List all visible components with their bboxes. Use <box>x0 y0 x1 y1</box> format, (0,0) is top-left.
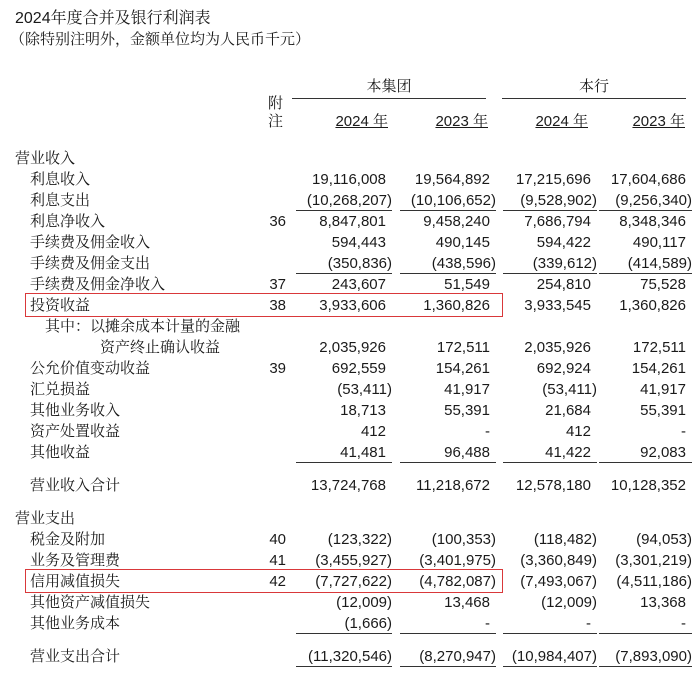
value-number: (10,984,407) <box>511 648 597 665</box>
value-cell <box>296 232 392 252</box>
value-cell <box>503 421 597 441</box>
value-number: (414,589) <box>627 255 692 272</box>
row-label: 营业收入 <box>15 150 76 167</box>
value-cell <box>599 529 692 549</box>
value-cell <box>599 169 692 189</box>
table-row <box>0 169 700 190</box>
group-header-bank: 本行 <box>502 75 686 99</box>
row-note: 41 <box>269 552 286 569</box>
table-row <box>0 316 700 337</box>
value-number: 51,549 <box>444 276 490 293</box>
table-row <box>0 232 700 253</box>
value-cell <box>400 592 496 612</box>
value-cell <box>400 358 496 378</box>
value-cell <box>599 232 692 252</box>
row-label: 营业支出合计 <box>30 648 121 665</box>
value-cell <box>296 400 392 420</box>
value-cell <box>503 529 597 549</box>
value-number: 41,481 <box>340 444 386 461</box>
value-number: (53,411) <box>542 381 597 398</box>
year-header-bank-2023: 2023 年 <box>632 113 685 130</box>
table-row <box>0 442 700 463</box>
value-number: 8,348,346 <box>619 213 686 230</box>
value-number: 17,604,686 <box>610 171 686 188</box>
value-cell <box>296 169 392 189</box>
value-cell <box>296 253 392 274</box>
value-cell <box>296 337 392 357</box>
table-row <box>0 592 700 613</box>
value-number: 9,458,240 <box>423 213 490 230</box>
value-number: 19,116,008 <box>312 171 386 188</box>
value-cell <box>296 190 392 211</box>
value-cell <box>599 379 692 399</box>
table-row <box>0 358 700 379</box>
value-number: 2,035,926 <box>524 339 591 356</box>
value-cell <box>296 379 392 399</box>
value-number: (11,320,546) <box>308 648 392 665</box>
value-cell <box>599 253 692 274</box>
row-label: 营业收入合计 <box>30 477 121 494</box>
group-header-consolidated: 本集团 <box>292 75 486 99</box>
value-number: (12,009) <box>336 594 392 611</box>
value-cell <box>400 421 496 441</box>
value-cell <box>599 295 692 315</box>
value-cell <box>400 550 496 570</box>
value-cell <box>400 400 496 420</box>
value-cell <box>503 232 597 252</box>
row-note: 36 <box>269 213 286 230</box>
value-number: (100,353) <box>431 531 496 548</box>
value-number: 412 <box>360 423 386 440</box>
value-number: 12,578,180 <box>515 477 591 494</box>
value-number: 692,559 <box>331 360 386 377</box>
value-number: (3,401,975) <box>419 552 496 569</box>
row-note: 38 <box>269 297 286 314</box>
value-cell <box>599 646 692 667</box>
table-row <box>0 190 700 211</box>
value-number: 154,261 <box>435 360 490 377</box>
value-number: - <box>485 615 490 632</box>
value-cell <box>503 358 597 378</box>
row-label: 投资收益 <box>30 297 91 314</box>
value-cell <box>296 592 392 612</box>
row-note: 39 <box>269 360 286 377</box>
row-label: 利息支出 <box>30 192 91 209</box>
value-number: 13,368 <box>640 594 686 611</box>
value-cell <box>296 442 392 463</box>
value-cell <box>599 613 692 634</box>
value-number: (4,782,087) <box>419 573 496 590</box>
value-cell <box>400 613 496 634</box>
value-number: 490,117 <box>632 234 686 251</box>
row-note: 40 <box>269 531 286 548</box>
value-number: (3,301,219) <box>615 552 692 569</box>
row-note: 42 <box>269 573 286 590</box>
highlight-box <box>25 569 503 593</box>
value-cell <box>503 442 597 463</box>
value-cell <box>599 211 692 231</box>
value-number: 7,686,794 <box>524 213 591 230</box>
value-number: (8,270,947) <box>419 648 496 665</box>
table-row <box>0 253 700 274</box>
value-number: 11,218,672 <box>416 477 490 494</box>
row-label: 其他资产减值损失 <box>30 594 151 611</box>
value-cell <box>400 529 496 549</box>
value-number: - <box>681 423 686 440</box>
value-number: (94,053) <box>636 531 692 548</box>
value-cell <box>503 190 597 211</box>
row-label: 手续费及佣金净收入 <box>30 276 166 293</box>
value-number: 41,917 <box>640 381 686 398</box>
value-cell <box>503 379 597 399</box>
value-number: (339,612) <box>532 255 597 272</box>
value-number: 18,713 <box>340 402 386 419</box>
value-number: 19,564,892 <box>414 171 490 188</box>
row-label: 税金及附加 <box>30 531 106 548</box>
table-row <box>0 337 700 358</box>
value-cell <box>599 421 692 441</box>
value-cell <box>503 169 597 189</box>
value-number: (9,528,902) <box>520 192 597 209</box>
row-label: 其他业务成本 <box>30 615 121 632</box>
value-number: (7,893,090) <box>615 648 692 665</box>
row-label: 手续费及佣金收入 <box>30 234 151 251</box>
highlight-box <box>25 293 503 317</box>
value-cell <box>400 379 496 399</box>
value-cell <box>599 550 692 570</box>
value-number: 172,511 <box>436 339 490 356</box>
value-number: 3,933,545 <box>524 297 591 314</box>
table-row <box>0 400 700 421</box>
value-number: 412 <box>565 423 591 440</box>
value-cell <box>599 442 692 463</box>
table-row <box>0 646 700 667</box>
table-row <box>0 550 700 571</box>
value-cell <box>503 550 597 570</box>
value-number: (1,666) <box>344 615 392 632</box>
table-row <box>0 613 700 634</box>
value-number: (123,322) <box>327 531 392 548</box>
value-number: (7,493,067) <box>520 573 597 590</box>
year-header-group-2024: 2024 年 <box>335 113 388 130</box>
document-title: 2024年度合并及银行利润表 <box>15 10 211 27</box>
value-cell <box>400 337 496 357</box>
value-number: 1,360,826 <box>423 297 490 314</box>
value-number: 13,724,768 <box>310 477 386 494</box>
value-cell <box>296 475 392 495</box>
value-cell <box>503 337 597 357</box>
value-cell <box>296 529 392 549</box>
value-number: 55,391 <box>640 402 686 419</box>
row-label: 汇兑损益 <box>30 381 91 398</box>
value-cell <box>599 190 692 211</box>
value-number: - <box>485 423 490 440</box>
value-cell <box>503 211 597 231</box>
row-label: 其他收益 <box>30 444 91 461</box>
row-label: 资产终止确认收益 <box>100 339 221 356</box>
value-number: (3,455,927) <box>315 552 392 569</box>
value-number: (10,106,652) <box>410 192 496 209</box>
value-cell <box>599 400 692 420</box>
value-number: 3,933,606 <box>319 297 386 314</box>
table-row <box>0 148 700 169</box>
value-number: 172,511 <box>632 339 686 356</box>
value-number: 10,128,352 <box>610 477 686 494</box>
value-number: (350,836) <box>327 255 392 272</box>
value-cell <box>503 592 597 612</box>
value-cell <box>503 613 597 634</box>
value-number: 154,261 <box>631 360 686 377</box>
row-label: 利息收入 <box>30 171 91 188</box>
value-cell <box>503 295 597 315</box>
value-cell <box>296 550 392 570</box>
value-cell <box>296 421 392 441</box>
value-number: 92,083 <box>640 444 686 461</box>
value-number: 41,422 <box>545 444 591 461</box>
table-row <box>0 421 700 442</box>
note-header-2: 注 <box>268 113 284 130</box>
value-number: 75,528 <box>640 276 686 293</box>
value-number: 17,215,696 <box>515 171 591 188</box>
value-cell <box>296 613 392 634</box>
document-subtitle: （除特别注明外，金额单位均为人民币千元） <box>10 31 311 48</box>
table-row <box>0 211 700 232</box>
value-number: (3,360,849) <box>520 552 597 569</box>
value-cell <box>503 646 597 667</box>
value-number: (438,596) <box>431 255 496 272</box>
value-cell <box>296 274 392 294</box>
value-number: 2,035,926 <box>319 339 386 356</box>
value-cell <box>599 592 692 612</box>
value-number: (118,482) <box>533 531 597 548</box>
row-label: 资产处置收益 <box>30 423 121 440</box>
value-number: (12,009) <box>541 594 597 611</box>
value-number: 243,607 <box>331 276 386 293</box>
table-row <box>0 529 700 550</box>
value-number: (7,727,622) <box>315 573 392 590</box>
value-cell <box>400 211 496 231</box>
row-label: 信用减值损失 <box>30 573 121 590</box>
value-cell <box>400 190 496 211</box>
value-number: 490,145 <box>435 234 490 251</box>
value-cell <box>400 646 496 667</box>
year-header-group-2023: 2023 年 <box>435 113 488 130</box>
value-number: 41,917 <box>444 381 490 398</box>
row-label: 手续费及佣金支出 <box>30 255 151 272</box>
value-cell <box>599 274 692 294</box>
row-label: 业务及管理费 <box>30 552 121 569</box>
row-label: 营业支出 <box>15 510 76 527</box>
value-number: 13,468 <box>444 594 490 611</box>
table-row <box>0 379 700 400</box>
note-header-1: 附 <box>268 95 284 112</box>
value-cell <box>296 211 392 231</box>
value-number: 8,847,801 <box>319 213 386 230</box>
value-number: 21,684 <box>545 402 591 419</box>
value-cell <box>296 646 392 667</box>
value-cell <box>400 253 496 274</box>
row-label: 其他业务收入 <box>30 402 121 419</box>
row-label: 公允价值变动收益 <box>30 360 151 377</box>
value-cell <box>296 358 392 378</box>
year-header-bank-2024: 2024 年 <box>535 113 588 130</box>
value-number: (4,511,186) <box>616 573 692 590</box>
table-row <box>0 508 700 529</box>
value-cell <box>400 274 496 294</box>
value-number: 96,488 <box>444 444 490 461</box>
value-number: 692,924 <box>536 360 591 377</box>
value-number: 594,443 <box>331 234 386 251</box>
value-cell <box>599 475 692 495</box>
value-cell <box>503 253 597 274</box>
row-label: 利息净收入 <box>30 213 106 230</box>
value-cell <box>599 358 692 378</box>
value-cell <box>400 169 496 189</box>
value-cell <box>400 232 496 252</box>
value-cell <box>503 400 597 420</box>
value-number: 254,810 <box>536 276 591 293</box>
table-row <box>0 274 700 295</box>
row-note: 37 <box>269 276 286 293</box>
value-number: 594,422 <box>536 234 591 251</box>
row-label: 其中：以摊余成本计量的金融 <box>45 318 241 335</box>
value-number: 1,360,826 <box>619 297 686 314</box>
value-cell <box>400 475 496 495</box>
value-number: (53,411) <box>337 381 392 398</box>
table-row <box>0 475 700 496</box>
value-cell <box>503 274 597 294</box>
value-number: (9,256,340) <box>615 192 692 209</box>
value-cell <box>503 475 597 495</box>
value-cell <box>599 571 692 591</box>
value-number: 55,391 <box>444 402 490 419</box>
value-cell <box>400 442 496 463</box>
value-cell <box>599 337 692 357</box>
value-number: - <box>586 615 591 632</box>
value-cell <box>503 571 597 591</box>
value-number: - <box>681 615 686 632</box>
value-number: (10,268,207) <box>306 192 392 209</box>
